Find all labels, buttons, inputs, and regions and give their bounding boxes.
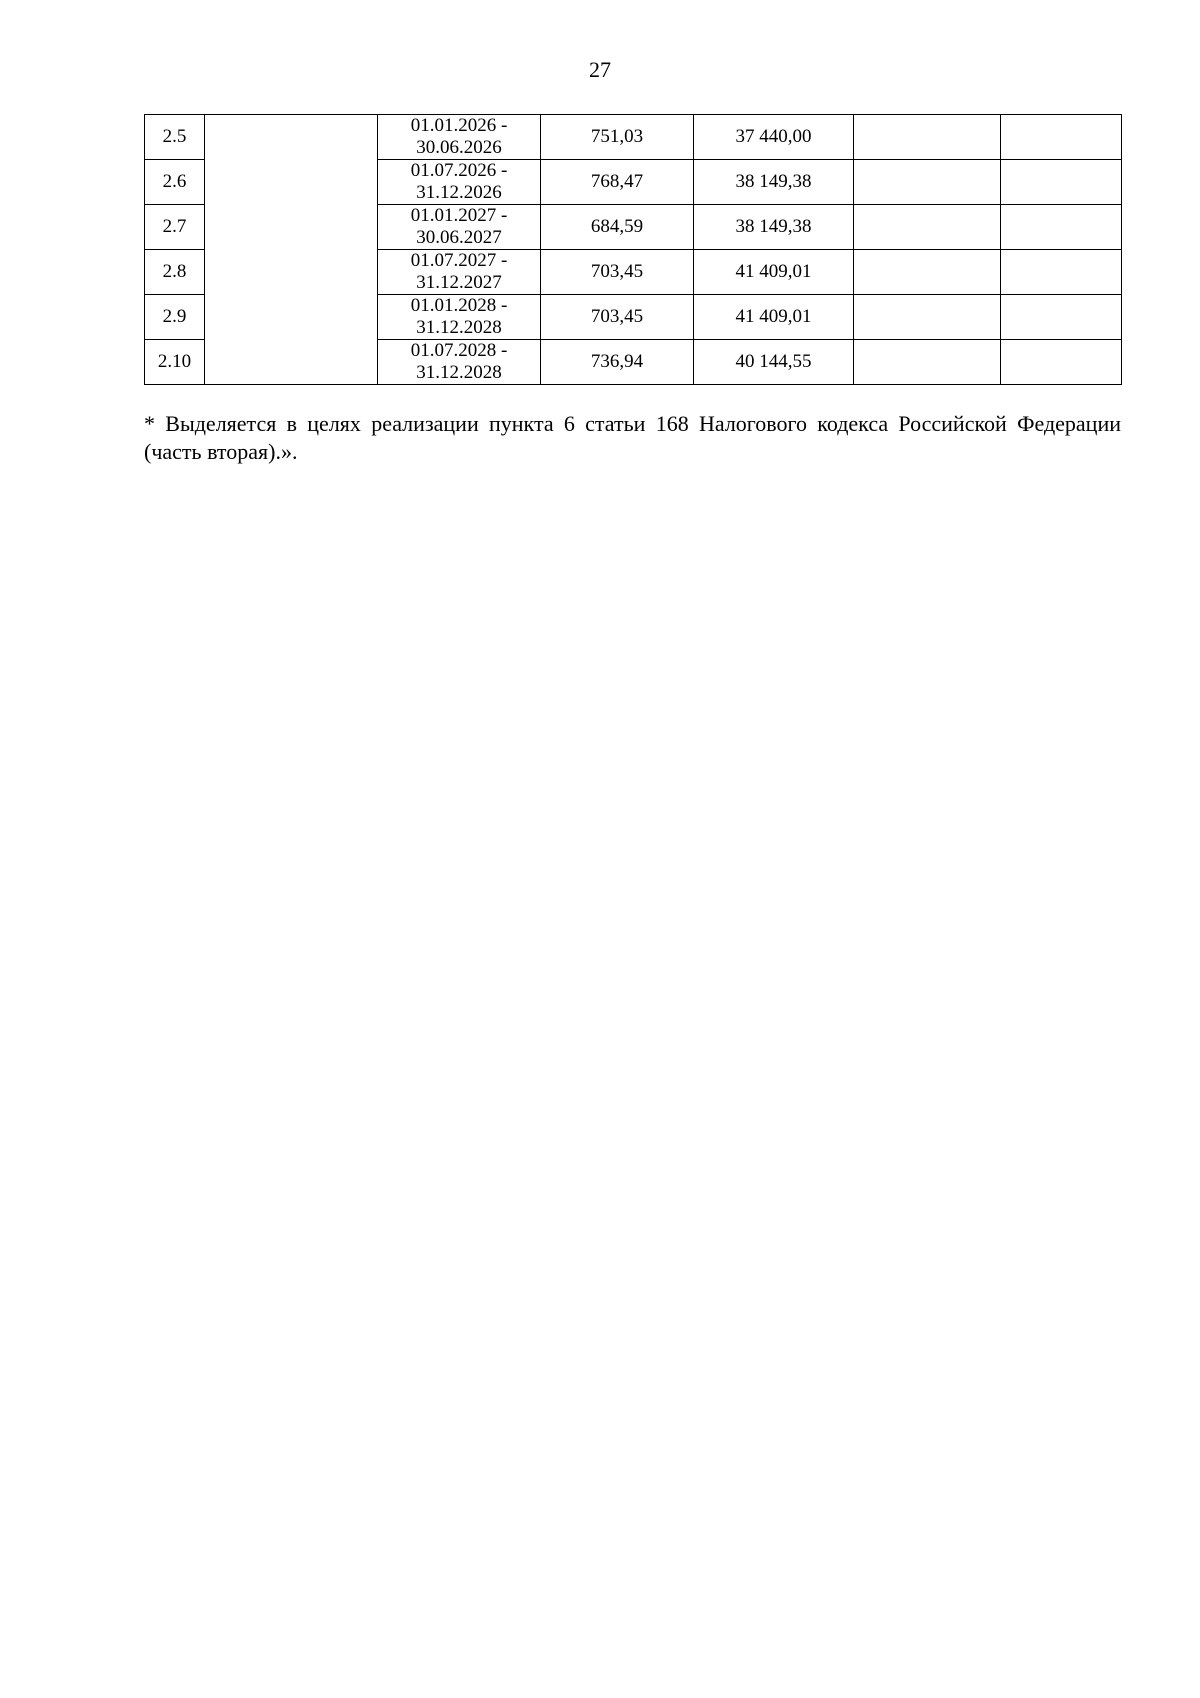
row-number: 2.6 <box>145 160 205 205</box>
empty-cell <box>1001 340 1122 385</box>
footnote: * Выделяется в целях реализации пункта 6 статьи 168 Налогового кодекса Российской Федерации (часть вторая).». <box>144 411 1121 464</box>
merged-empty-cell <box>205 115 378 385</box>
period-end: 30.06.2027 <box>416 227 502 248</box>
period-start: 01.07.2026 - <box>410 160 508 181</box>
row-number: 2.10 <box>145 340 205 385</box>
row-number: 2.9 <box>145 295 205 340</box>
period-cell <box>378 160 541 205</box>
period-end: 31.12.2026 <box>416 182 502 203</box>
period-start: 01.01.2026 - <box>410 115 508 136</box>
value2-cell: 41 409,01 <box>694 295 854 340</box>
value1-cell: 768,47 <box>541 160 694 205</box>
period-cell <box>378 340 541 385</box>
table-row <box>145 115 1122 160</box>
period-cell <box>378 205 541 250</box>
row-number: 2.8 <box>145 250 205 295</box>
period-start: 01.01.2028 - <box>410 295 508 316</box>
row-number: 2.5 <box>145 115 205 160</box>
period-end: 31.12.2028 <box>416 317 502 338</box>
period-end: 31.12.2028 <box>416 362 502 383</box>
period-start: 01.07.2028 - <box>410 340 508 361</box>
value1-cell: 703,45 <box>541 295 694 340</box>
empty-cell <box>854 250 1001 295</box>
empty-cell <box>1001 250 1122 295</box>
period-cell <box>378 250 541 295</box>
empty-cell <box>854 115 1001 160</box>
value1-cell: 751,03 <box>541 115 694 160</box>
row-number: 2.7 <box>145 205 205 250</box>
period-cell <box>378 295 541 340</box>
tariff-table <box>144 114 1122 385</box>
value1-cell: 684,59 <box>541 205 694 250</box>
page-number: 27 <box>589 57 611 82</box>
value2-cell: 41 409,01 <box>694 250 854 295</box>
empty-cell <box>854 160 1001 205</box>
value2-cell: 38 149,38 <box>694 160 854 205</box>
value1-cell: 736,94 <box>541 340 694 385</box>
value2-cell: 37 440,00 <box>694 115 854 160</box>
period-cell <box>378 115 541 160</box>
empty-cell <box>1001 160 1122 205</box>
period-end: 30.06.2026 <box>416 137 502 158</box>
empty-cell <box>1001 205 1122 250</box>
period-end: 31.12.2027 <box>416 272 502 293</box>
value2-cell: 40 144,55 <box>694 340 854 385</box>
value1-cell: 703,45 <box>541 250 694 295</box>
empty-cell <box>854 295 1001 340</box>
empty-cell <box>1001 115 1122 160</box>
empty-cell <box>1001 295 1122 340</box>
empty-cell <box>854 205 1001 250</box>
period-start: 01.07.2027 - <box>410 250 508 271</box>
value2-cell: 38 149,38 <box>694 205 854 250</box>
period-start: 01.01.2027 - <box>410 205 508 226</box>
empty-cell <box>854 340 1001 385</box>
